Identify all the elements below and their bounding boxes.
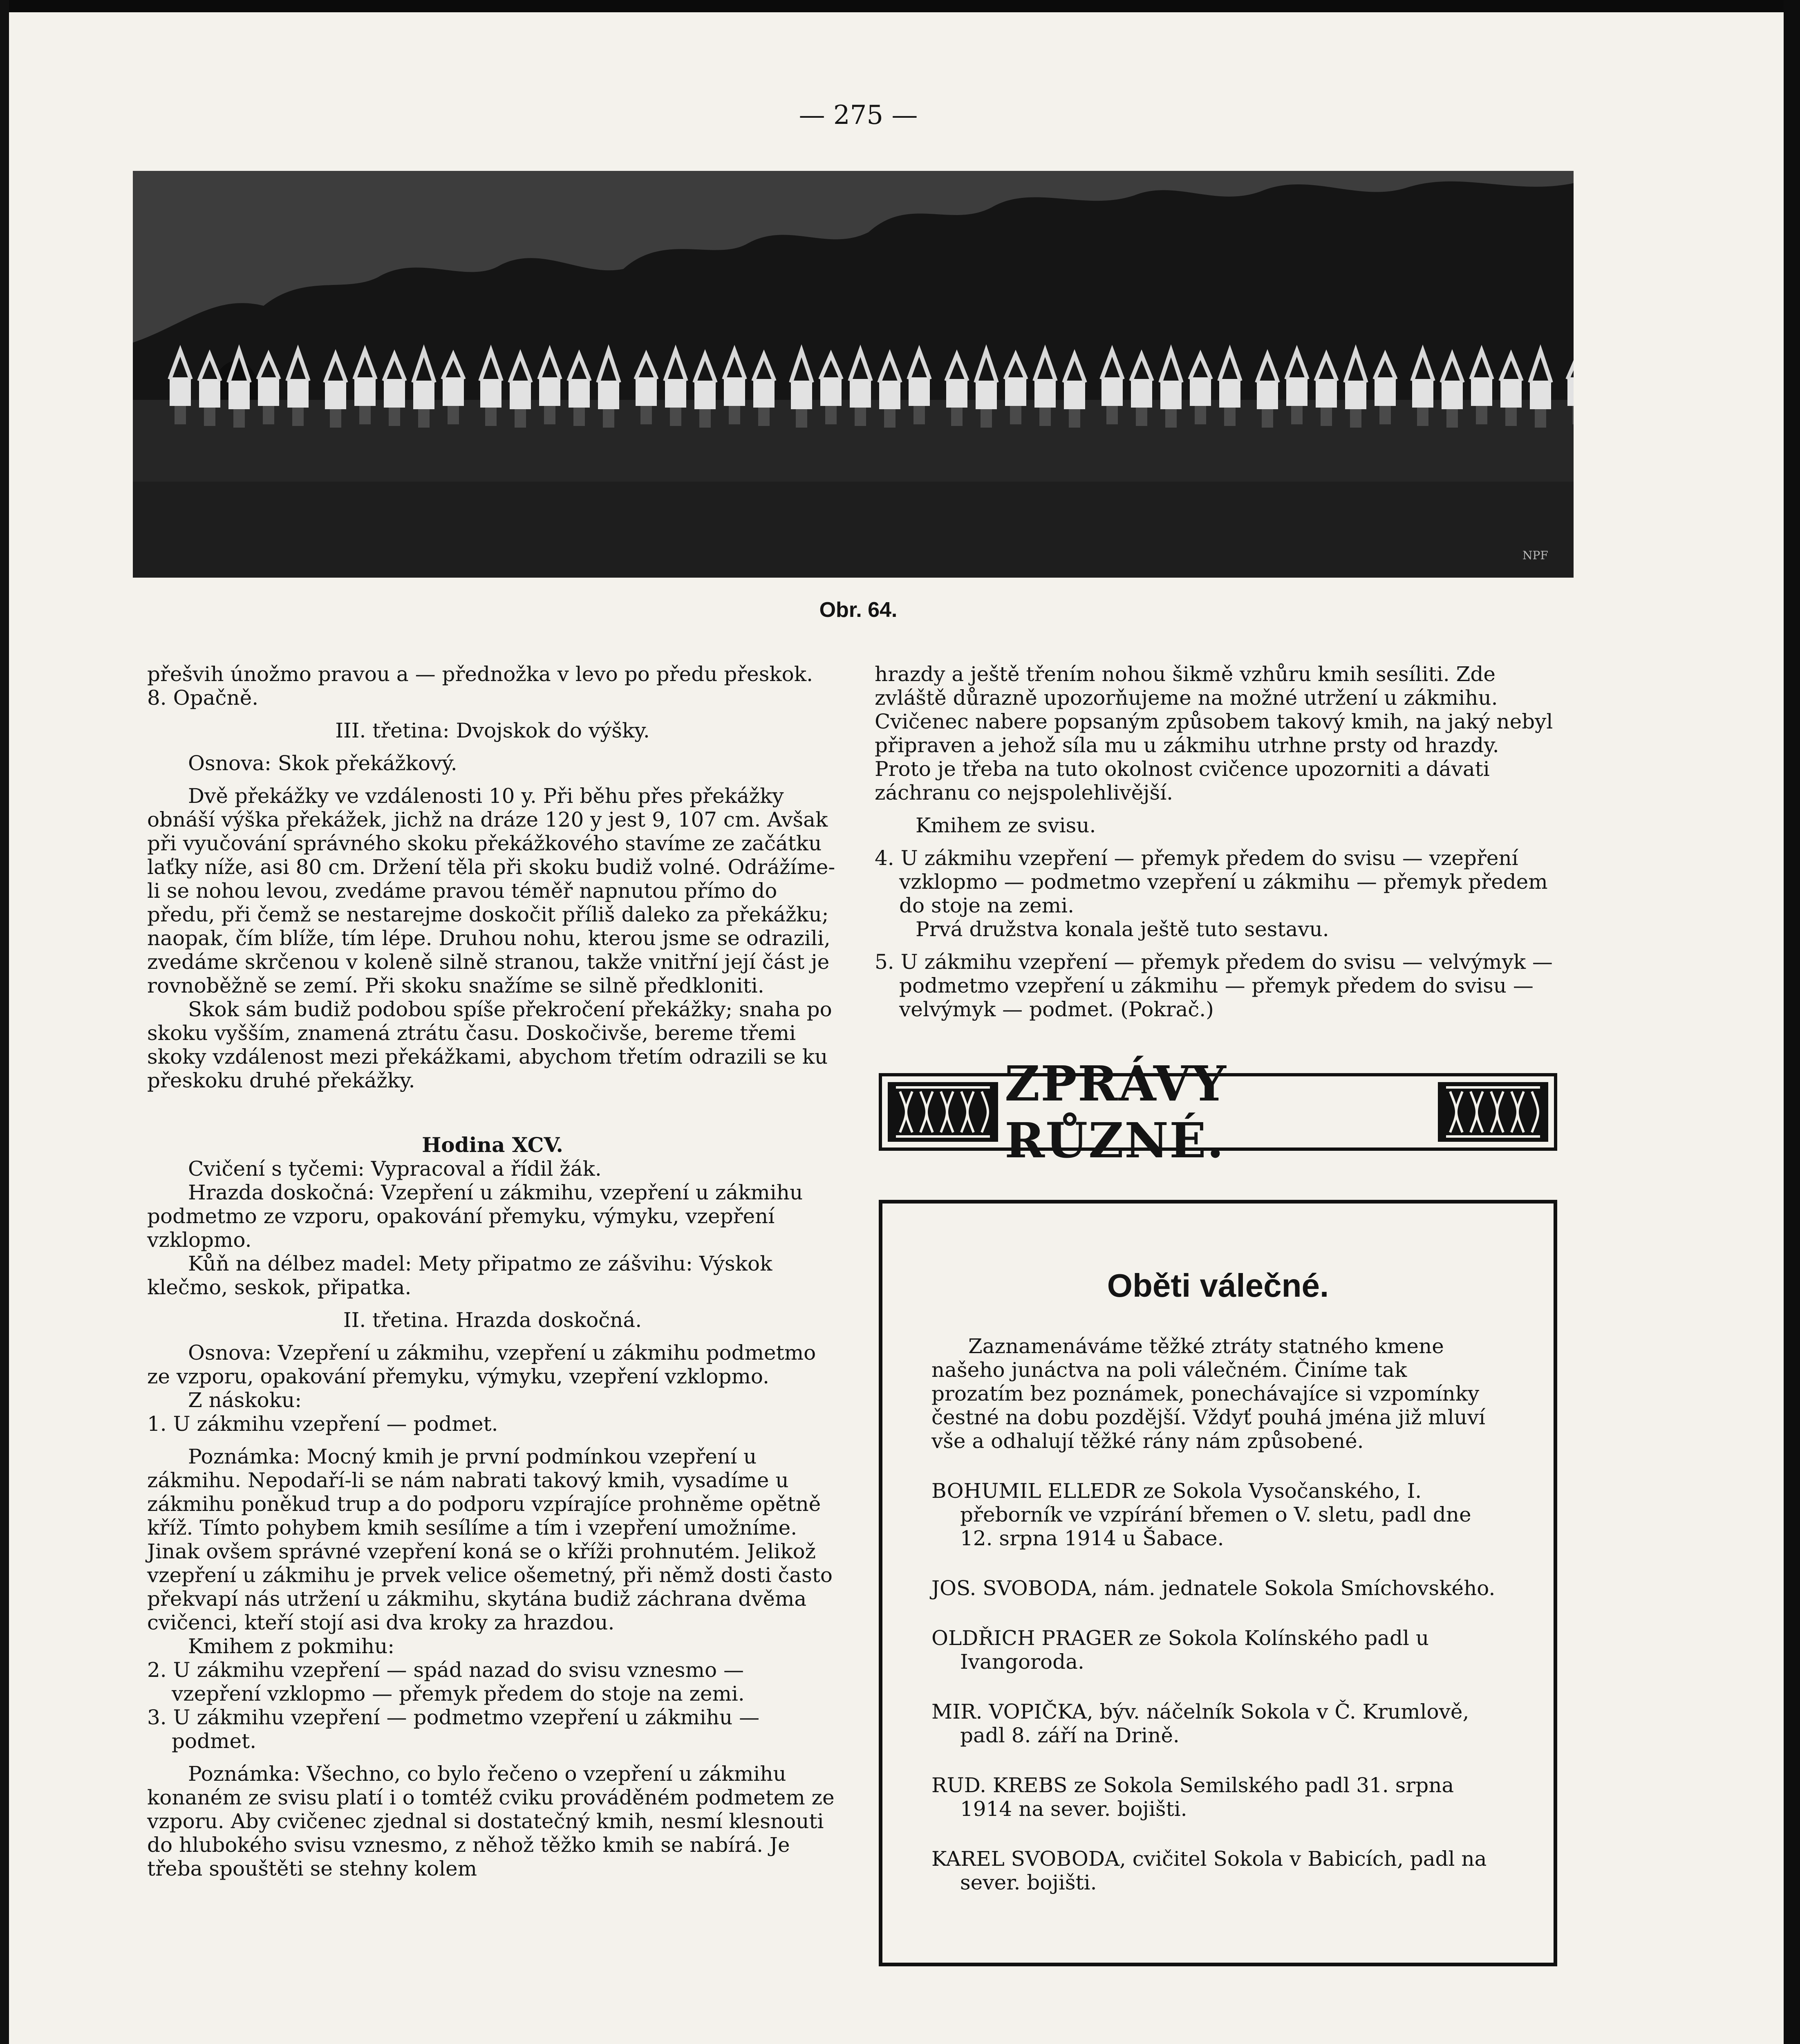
gymnast-legs bbox=[729, 406, 740, 424]
gymnast-figure bbox=[909, 377, 930, 406]
ornament-icon bbox=[888, 1082, 998, 1142]
gymnast-legs bbox=[1379, 406, 1391, 424]
list-item: 4. U zákmihu vzepření — přemyk předem do svisu — vzepření vzklopmo — podmetmo vzepření u zákmihu — přemyk předem do stoje na zemi. bbox=[875, 846, 1548, 917]
gymnast-legs bbox=[825, 406, 837, 424]
news-banner bbox=[879, 1055, 1557, 1169]
gymnast-legs bbox=[670, 408, 681, 426]
gymnast-figure bbox=[1005, 377, 1026, 406]
gymnast-figure bbox=[287, 379, 309, 408]
gymnast-figure bbox=[598, 381, 619, 409]
paragraph: Osnova: Skok překážkový. bbox=[188, 751, 457, 775]
gymnast-legs bbox=[1010, 406, 1021, 424]
gymnast-figure bbox=[539, 377, 560, 406]
gymnast-figure bbox=[510, 381, 531, 409]
memorial-entry: MIR. VOPIČKA, býv. náčelník Sokola v Č. Krumlově, padl 8. září na Drině. bbox=[931, 1700, 1469, 1747]
gymnast-figure bbox=[976, 381, 997, 409]
gymnast-figure bbox=[1471, 377, 1492, 406]
gymnast-figure bbox=[384, 379, 405, 408]
gymnast-legs bbox=[1069, 409, 1080, 428]
gymnast-figure bbox=[1345, 381, 1366, 409]
gymnast-legs bbox=[951, 408, 963, 426]
gymnast-figure bbox=[1500, 379, 1522, 408]
gymnast-legs bbox=[1136, 408, 1147, 426]
gymnast-figure bbox=[636, 377, 657, 406]
ornament-icon bbox=[1438, 1082, 1548, 1142]
gymnast-figure bbox=[1064, 381, 1085, 409]
gymnast-legs bbox=[485, 408, 497, 426]
paragraph: Kmihem z pokmihu: bbox=[188, 1634, 395, 1658]
gymnast-legs bbox=[204, 408, 215, 426]
gymnast-figure bbox=[879, 381, 900, 409]
gymnast-figure bbox=[665, 379, 686, 408]
scan-border-top bbox=[0, 0, 1800, 12]
gymnast-legs bbox=[515, 409, 526, 428]
memorial-box bbox=[879, 1200, 1557, 1966]
gymnast-legs bbox=[1106, 406, 1118, 424]
gymnast-legs bbox=[1476, 406, 1487, 424]
gymnast-legs bbox=[699, 409, 711, 428]
list-item: 2. U zákmihu vzepření — spád nazad do svisu vznesmo — vzepření vzklopmo — přemyk předem do stoje na zemi. bbox=[147, 1658, 745, 1706]
gymnast-legs bbox=[1039, 408, 1051, 426]
paragraph: Cvičení s tyčemi: Vypracoval a řídil žák. bbox=[188, 1157, 602, 1181]
paragraph: Kmihem ze svisu. bbox=[916, 814, 1096, 837]
gymnast-figure bbox=[228, 381, 250, 409]
list-item: 8. Opačně. bbox=[147, 686, 259, 710]
memorial-entry: BOHUMIL ELLEDR ze Sokola Vysočanského, I. přeborník ve vzpírání břemen o V. sletu, padl dne 12. srpna 1914 u Šabace. bbox=[931, 1479, 1471, 1550]
gymnast-legs bbox=[1446, 409, 1458, 428]
gymnast-legs bbox=[796, 409, 807, 428]
photo-illustration bbox=[133, 171, 1574, 578]
gymnast-legs bbox=[330, 409, 341, 428]
gymnast-legs bbox=[1535, 409, 1546, 428]
gymnast-legs bbox=[1291, 406, 1303, 424]
gymnast-legs bbox=[603, 409, 614, 428]
memorial-entry: JOS. SVOBODA, nám. jednatele Sokola Smíchovského. bbox=[931, 1576, 1496, 1600]
right-column bbox=[875, 662, 1557, 1021]
list-item: 1. U zákmihu vzepření — podmet. bbox=[147, 1412, 498, 1436]
page-number: — 275 — bbox=[799, 100, 918, 130]
gymnast-figure bbox=[1190, 377, 1211, 406]
gymnast-figure bbox=[791, 381, 812, 409]
gymnast-legs bbox=[175, 406, 186, 424]
gymnast-figure bbox=[753, 379, 775, 408]
svg-text:NPF: NPF bbox=[1522, 549, 1548, 562]
gymnast-legs bbox=[884, 409, 896, 428]
lesson-heading: Hodina XCV. bbox=[422, 1133, 563, 1157]
memorial-title: Oběti válečné. bbox=[1107, 1267, 1329, 1304]
gymnast-legs bbox=[233, 409, 245, 428]
list-item: 3. U zákmihu vzepření — podmetmo vzepření u zákmihu — podmet. bbox=[147, 1706, 760, 1753]
gymnast-figure bbox=[1412, 379, 1433, 408]
gymnast-legs bbox=[1321, 408, 1332, 426]
gymnast-figure bbox=[443, 377, 464, 406]
gymnast-figure bbox=[258, 377, 279, 406]
gymnast-legs bbox=[292, 408, 304, 426]
gymnast-legs bbox=[1572, 406, 1574, 424]
gymnast-figure bbox=[1375, 377, 1396, 406]
figure-photo bbox=[133, 171, 1574, 578]
gymnast-figure bbox=[325, 381, 346, 409]
gymnast-legs bbox=[448, 406, 459, 424]
gymnast-figure bbox=[946, 379, 967, 408]
section-heading: II. třetina. Hrazda doskočná. bbox=[343, 1308, 642, 1332]
gymnast-figure bbox=[1530, 381, 1551, 409]
gymnast-figure bbox=[1160, 381, 1182, 409]
gymnast-figure bbox=[850, 379, 871, 408]
gymnast-figure bbox=[170, 377, 191, 406]
gymnast-legs bbox=[758, 408, 770, 426]
gymnast-legs bbox=[1505, 408, 1517, 426]
gymnast-legs bbox=[981, 409, 992, 428]
scan-border-right bbox=[1784, 0, 1800, 2044]
list-item: 5. U zákmihu vzepření — přemyk předem do svisu — velvýmyk — podmetmo vzepření u zákmihu — přemyk předem do svisu — velvýmyk — podmet. (Pokrač.) bbox=[875, 950, 1553, 1021]
gymnast-legs bbox=[913, 406, 925, 424]
gymnast-legs bbox=[418, 409, 430, 428]
gymnast-figure bbox=[1034, 379, 1056, 408]
paragraph: Dvě překážky ve vzdálenosti 10 y. Při běhu přes překážky obnáší výška překážek, jichž na dráze 120 y jest 9, 107 cm. Avšak při vyučování správného skoku překážkového stavíme ze začátku laťky níže, asi 80 cm. Držení těla při skoku budiž volné. Odrážíme-li se nohou levou, zvedáme pravou téměř napnutou přímo do předu, při čemž se nestarejme doskočit příliš daleko za překážku; naopak, čím blíže, tím lépe. Druhou nohu, kterou jsme se odrazili, zvedáme skrčenou v koleně silně stranou, takže vnitřní její část je rovnoběžně se zemí. Při skoku snažíme se silně předkloniti. bbox=[147, 784, 835, 997]
gymnast-figure bbox=[1131, 379, 1152, 408]
gymnast-legs bbox=[1350, 409, 1361, 428]
gymnast-legs bbox=[640, 406, 652, 424]
left-column bbox=[147, 662, 838, 1880]
memorial-entry: KAREL SVOBODA, cvičitel Sokola v Babicích, padl na sever. bojišti. bbox=[931, 1847, 1487, 1894]
memorial-entry: RUD. KREBS ze Sokola Semilského padl 31. srpna 1914 na sever. bojišti. bbox=[931, 1773, 1454, 1821]
paragraph: Prvá družstva konala ještě tuto sestavu. bbox=[916, 917, 1329, 941]
gymnast-figure bbox=[1442, 381, 1463, 409]
gymnast-legs bbox=[359, 406, 371, 424]
memorial-entry: OLDŘICH PRAGER ze Sokola Kolínského padl u Ivangoroda. bbox=[931, 1626, 1429, 1674]
gymnast-legs bbox=[263, 406, 274, 424]
paragraph: Hrazda doskočná: Vzepření u zákmihu, vzepření u zákmihu podmetmo ze vzporu, opakování přemyku, výmyku, vzepření vzklopmo. bbox=[147, 1181, 803, 1252]
paragraph: Z náskoku: bbox=[188, 1388, 302, 1412]
gymnast-figure bbox=[413, 381, 434, 409]
gymnast-figure bbox=[1257, 381, 1278, 409]
paragraph: Poznámka: Všechno, co bylo řečeno o vzepření u zákmihu konaném ze svisu platí i o tomtéž cviku prováděném podmetem ze vzporu. Aby cvičenec zjednal si dostatečný kmih, nesmí klesnouti do hlubokého svisu vznesmo, z něhož těžko kmih se nabírá. Je třeba spouštěti se stehny kolem bbox=[147, 1762, 835, 1880]
gymnast-figure bbox=[820, 377, 842, 406]
paragraph: přešvih únožmo pravou a — přednožka v levo po předu přeskok. bbox=[147, 662, 813, 686]
gymnast-figure bbox=[1286, 377, 1307, 406]
gymnast-legs bbox=[1417, 408, 1428, 426]
memorial-body bbox=[931, 1334, 1504, 1894]
gymnast-figure bbox=[724, 377, 745, 406]
gymnast-figure bbox=[199, 379, 220, 408]
paragraph: Kůň na délbez madel: Mety připatmo ze zášvihu: Výskok klečmo, seskok, připatka. bbox=[147, 1252, 772, 1299]
gymnast-figure bbox=[1101, 377, 1123, 406]
gymnast-figure bbox=[569, 379, 590, 408]
memorial-intro: Zaznamenáváme těžké ztráty statného kmene našeho junáctva na poli válečném. Činíme tak prozatím bez poznámek, ponechávajíce si vzpomínky čestné na dobu pozdější. Vždyť pouhá jména již mluví vše a odhalují těžké rány nám způsobené. bbox=[931, 1334, 1486, 1453]
paragraph: Osnova: Vzepření u zákmihu, vzepření u zákmihu podmetmo ze vzporu, opakování přemyku, výmyku, vzepření vzklopmo. bbox=[147, 1341, 816, 1388]
gymnast-legs bbox=[1195, 406, 1206, 424]
gymnast-legs bbox=[855, 408, 866, 426]
gymnast-legs bbox=[1224, 408, 1236, 426]
scan-border-left bbox=[0, 0, 9, 2044]
figure-caption: Obr. 64. bbox=[819, 598, 898, 622]
gymnast-figure bbox=[354, 377, 376, 406]
gymnast-legs bbox=[389, 408, 400, 426]
gymnast-figure bbox=[1316, 379, 1337, 408]
paragraph: Poznámka: Mocný kmih je první podmínkou vzepření u zákmihu. Nepodaří-li se nám nabrati takový kmih, vysadíme u zákmihu poněkud trup a do podporu vzpírajíce prohněme opětně kříž. Tímto pohybem kmih sesílíme a tím i vzepření umožníme. Jinak ovšem správné vzepření koná se o kříži prohnutém. Jelikož vzepření u zákmihu je prvek velice ošemetný, při němž dosti často překvapí nás utržení u zákmihu, skytána budiž záchrana dvěma cvičenci, kteří stojí asi dva kroky za hrazdou. bbox=[147, 1445, 833, 1634]
gymnast-legs bbox=[1165, 409, 1177, 428]
section-heading: III. třetina: Dvojskok do výšky. bbox=[335, 719, 650, 742]
gymnast-legs bbox=[1262, 409, 1273, 428]
gymnast-figure bbox=[694, 381, 716, 409]
banner-title: ZPRÁVY RŮZNÉ. bbox=[1005, 1055, 1227, 1169]
gymnast-figure bbox=[480, 379, 501, 408]
paragraph: hrazdy a ještě třením nohou šikmě vzhůru kmih sesíliti. Zde zvláště důrazně upozorňujeme na možné utržení u zákmihu. Cvičenec nabere popsaným způsobem takový kmih, na jaký nebyl připraven a jehož síla mu u zákmihu utrhne prsty od hrazdy. Proto je třeba na tuto okolnost cvičence upozorniti a dávati záchranu co nejspolehlivější. bbox=[875, 662, 1553, 805]
gymnast-legs bbox=[544, 406, 555, 424]
gymnast-figure bbox=[1567, 377, 1574, 406]
gymnast-figure bbox=[1219, 379, 1240, 408]
paragraph: Skok sám budiž podobou spíše překročení překážky; snaha po skoku vyšším, znamená ztrátu času. Doskočivše, bereme třemi skoky vzdálenost mezi překážkami, abychom třetím odrazili se ku přeskoku druhé překážky. bbox=[147, 997, 832, 1092]
gymnast-legs bbox=[573, 408, 585, 426]
